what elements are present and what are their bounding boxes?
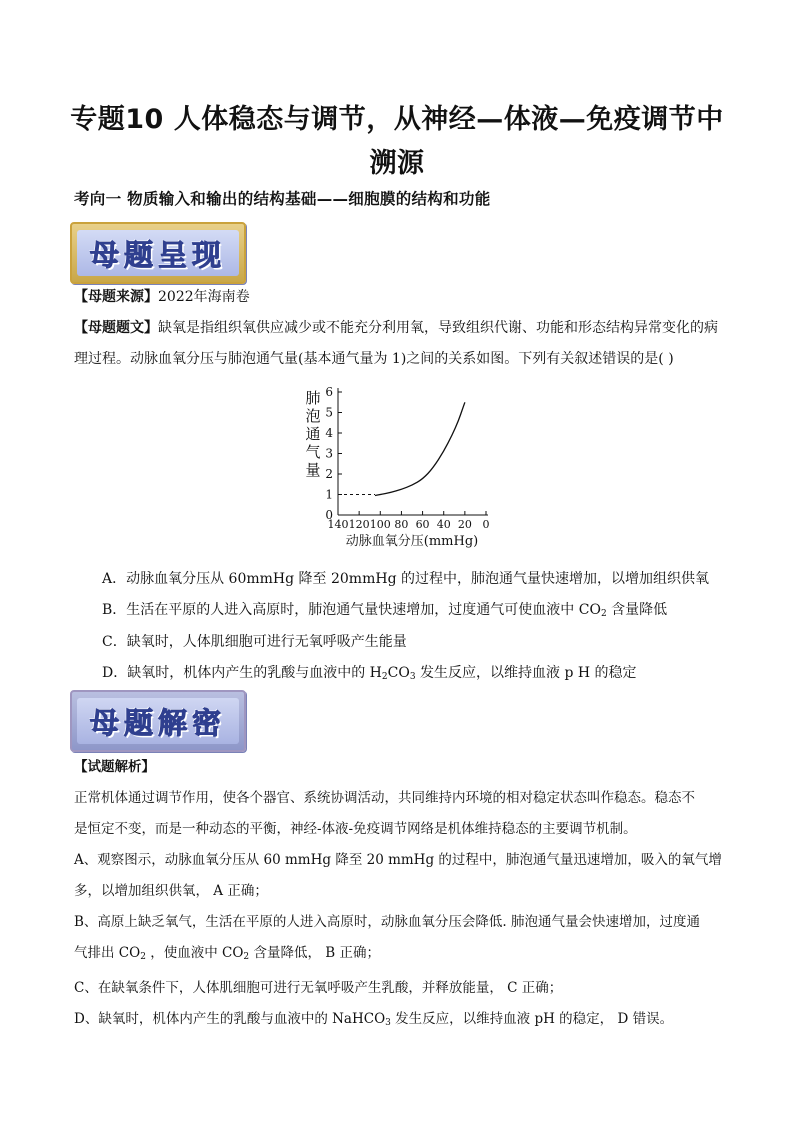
x-tick-label: 40 xyxy=(436,518,451,531)
source-tag: 【母题来源】 xyxy=(74,289,158,305)
title-line-2: 溯源 xyxy=(369,148,425,179)
y-tick-label: 1 xyxy=(325,487,333,502)
analysis-section xyxy=(74,752,724,1039)
option-a: A．动脉血氧分压从 60mmHg 降至 20mmHg 的过程中，肺泡通气量快速增加，以增加组织供氧 xyxy=(102,571,709,587)
x-tick-label: 60 xyxy=(415,518,430,531)
analysis-a-2: 多，以增加组织供氧， A 正确； xyxy=(74,883,268,899)
y-axis-label-char: 气 xyxy=(305,443,321,461)
page-title xyxy=(60,98,734,186)
option-d: D．缺氧时，机体内产生的乳酸与血液中的 $H_2CO_3$ 发生反应，以维持血液 p H 的稳定 xyxy=(102,665,637,682)
section-heading: 考向一 物质输入和输出的结构基础——细胞膜的结构和功能 xyxy=(74,190,491,208)
y-axis-label xyxy=(305,389,320,479)
question-text xyxy=(74,313,724,375)
y-tick-label: 4 xyxy=(325,426,333,440)
x-tick-label: 140 xyxy=(327,518,349,531)
y-tick-label: 6 xyxy=(325,385,333,399)
x-tick-label: 80 xyxy=(394,518,409,531)
analysis-d: D、缺氧时，机体内产生的乳酸与血液中的 NaHCO$_3$ 发生反应，以维持血液 pH 的稳定， D 错误。 xyxy=(74,1011,674,1028)
analysis-a-1: A、观察图示，动脉血氧分压从 60 mmHg 降至 20 mmHg 的过程中，肺泡通气量迅速增加，吸入的氧气增 xyxy=(74,852,722,868)
analysis-tag: 【试题解析】 xyxy=(74,759,155,775)
ventilation-curve xyxy=(375,402,465,495)
answer-banner-label: 母题解密 xyxy=(89,705,226,740)
y-tick-label: 2 xyxy=(325,467,333,481)
source-text: 2022年海南卷 xyxy=(158,289,250,305)
answer-banner xyxy=(70,690,246,752)
y-tick-label: 3 xyxy=(325,446,333,461)
x-tick-label: 0 xyxy=(482,518,490,531)
ventilation-chart xyxy=(296,382,506,554)
question-tag: 【母题题文】 xyxy=(74,320,158,336)
x-tick-label: 20 xyxy=(457,518,472,531)
option-b: B．生活在平原的人进入高原时，肺泡通气量快速增加，过度通气可使血液中 $CO_2$ 含量降低 xyxy=(102,602,668,619)
analysis-b-1: B、高原上缺乏氧气，生活在平原的人进入高原时，动脉血氧分压会降低. 肺泡通气量会快速增加，过度通 xyxy=(74,914,701,930)
analysis-c: C、在缺氧条件下，人体肌细胞可进行无氧呼吸产生乳酸，并释放能量， C 正确； xyxy=(74,980,563,996)
y-tick-label: 5 xyxy=(325,405,333,420)
analysis-intro-1: 正常机体通过调节作用，使各个器官、系统协调活动，共同维持内环境的相对稳定状态叫作稳态。稳态不 xyxy=(74,790,695,806)
y-axis-label-char: 通 xyxy=(305,425,321,443)
option-c: C．缺氧时，人体肌细胞可进行无氧呼吸产生能量 xyxy=(102,634,407,650)
y-tick-label: 0 xyxy=(325,508,333,522)
question-line-2: 理过程。动脉血氧分压与肺泡通气量(基本通气量为 1)之间的关系如图。下列有关叙述错误的是( ) xyxy=(74,351,674,367)
y-axis-label-char: 泡 xyxy=(305,407,321,425)
question-line-1: 缺氧是指组织氧供应减少或不能充分利用氧，导致组织代谢、功能和形态结构异常变化的病 xyxy=(158,320,718,336)
question-source xyxy=(74,282,724,313)
y-axis-label-char: 量 xyxy=(305,461,321,479)
title-line-1: 专题10 人体稳态与调节，从神经—体液—免疫调节中 xyxy=(70,104,724,135)
x-tick-label: 100 xyxy=(369,518,391,531)
analysis-intro-2: 是恒定不变，而是一种动态的平衡，神经-体液-免疫调节网络是机体维持稳态的主要调节机制。 xyxy=(74,821,637,837)
question-banner xyxy=(70,222,246,284)
y-axis-label-char: 肺 xyxy=(305,389,321,407)
analysis-b-2: 气排出 $CO_2$ ，使血液中 $CO_2$ 含量降低， B 正确； xyxy=(74,945,380,962)
question-banner-label: 母题呈现 xyxy=(89,237,226,272)
x-tick-label: 120 xyxy=(348,518,370,531)
x-axis-label: 动脉血氧分压(mmHg) xyxy=(345,534,479,549)
